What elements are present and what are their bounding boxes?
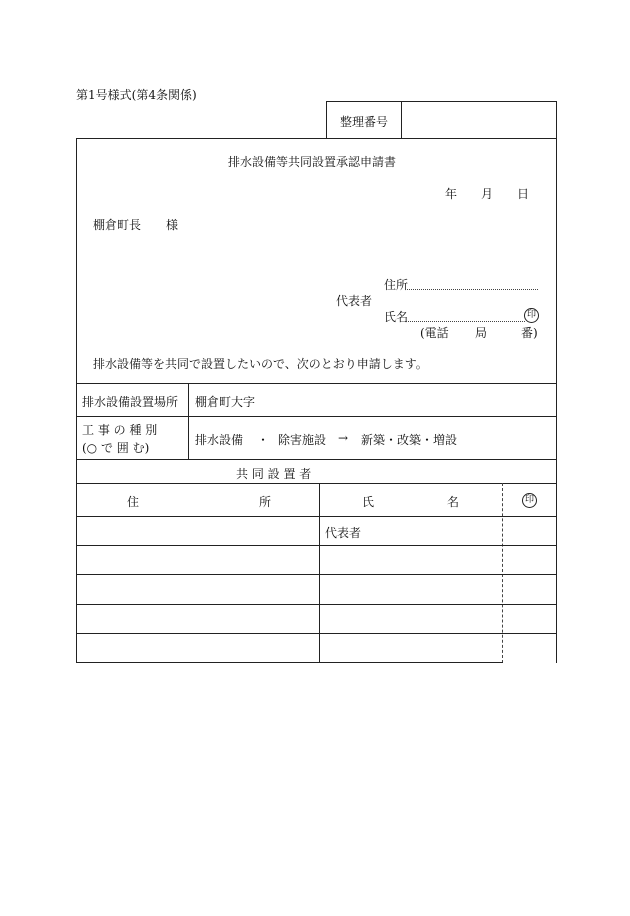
- seiri-number-field[interactable]: [410, 113, 550, 129]
- seiri-label: 整理番号: [340, 115, 389, 129]
- work-type-label-line1: 工 事 の 種 別: [82, 423, 158, 437]
- col-name-char1: 氏: [362, 495, 375, 509]
- work-type-option-treatment[interactable]: 除害施設: [278, 433, 327, 447]
- row-line-2: [76, 545, 557, 546]
- work-type-separator: ・: [257, 433, 270, 447]
- work-type-option-drainage[interactable]: 排水設備: [195, 433, 244, 447]
- col-address-char1: 住: [127, 495, 140, 509]
- location-value[interactable]: 棚倉町大字: [195, 395, 256, 409]
- seiri-divider: [401, 101, 402, 139]
- row1-name[interactable]: 代表者: [325, 526, 362, 540]
- work-type-label-line2: (○ で 囲 む): [82, 441, 150, 455]
- table-right-border: [556, 483, 557, 663]
- seal-icon: [524, 306, 539, 323]
- phone-ban: 番): [521, 326, 538, 340]
- table-top-line: [76, 483, 557, 484]
- row4-name[interactable]: [325, 610, 495, 628]
- row-line-5: [76, 633, 557, 634]
- row2-address[interactable]: [82, 551, 312, 569]
- address-input-line[interactable]: [405, 289, 538, 290]
- date-month-label: 月: [481, 187, 494, 201]
- col-seal-mark: 印: [522, 493, 537, 508]
- table-bottom-line: [76, 662, 503, 663]
- date-year-label: 年: [445, 187, 458, 201]
- name-input-line[interactable]: [405, 321, 525, 322]
- table-left-border: [76, 483, 77, 663]
- phone-open: (電話: [420, 326, 449, 340]
- row4-address[interactable]: [82, 610, 312, 628]
- table-col-divider: [319, 483, 320, 663]
- row-line-1: [76, 516, 557, 517]
- row1-address[interactable]: [82, 522, 312, 540]
- table-seal-divider: [502, 483, 503, 663]
- row5-address[interactable]: [82, 639, 312, 657]
- co-installers-header: 共 同 設 置 者: [236, 467, 312, 481]
- row3-address[interactable]: [82, 580, 312, 598]
- row-line-3: [76, 574, 557, 575]
- row5-name[interactable]: [325, 639, 495, 657]
- row3-name[interactable]: [325, 580, 495, 598]
- row2-name[interactable]: [325, 551, 495, 569]
- addressee-honorific: 様: [166, 218, 179, 232]
- form-title: 排水設備等共同設置承認申請書: [228, 155, 397, 169]
- seal-mark: 印: [524, 308, 539, 323]
- phone-kyoku: 局: [475, 326, 488, 340]
- name-label: 氏名: [384, 310, 409, 324]
- form-number: 第1号様式(第4条関係): [76, 88, 197, 102]
- application-box: [76, 138, 557, 384]
- col-address-char2: 所: [259, 495, 272, 509]
- work-type-option-construction[interactable]: 新築・改築・増設: [361, 433, 458, 447]
- col-seal-icon: [522, 491, 537, 508]
- location-label: 排水設備設置場所: [82, 395, 179, 409]
- row-line-4: [76, 604, 557, 605]
- representative-label: 代表者: [336, 294, 373, 308]
- date-day-label: 日: [517, 187, 530, 201]
- co-installers-header-row: [76, 459, 557, 484]
- addressee-name: 棚倉町長: [93, 218, 142, 232]
- col-name-char2: 名: [447, 495, 460, 509]
- address-label: 住所: [384, 278, 409, 292]
- arrow-right-icon: →: [338, 431, 349, 445]
- application-statement: 排水設備等を共同で設置したいので、次のとおり申請します。: [93, 357, 428, 371]
